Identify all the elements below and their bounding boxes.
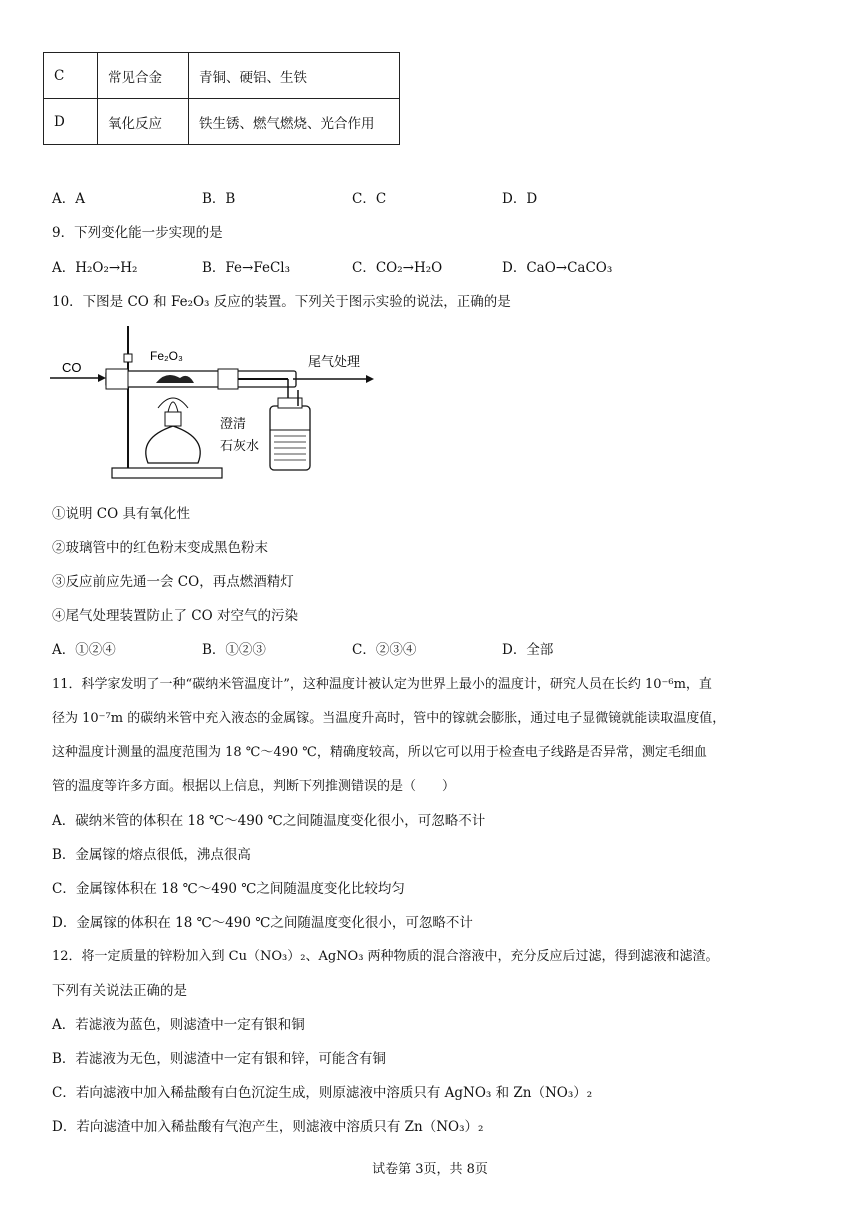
- q9-option-c[interactable]: [352, 256, 442, 276]
- q10-option-c[interactable]: C．②③④: [352, 642, 417, 658]
- q10-statement-2: ②玻璃管中的红色粉末变成黑色粉末: [52, 540, 268, 556]
- row-label: C: [44, 53, 98, 99]
- row-examples: 青铜、硬铝、生铁: [189, 53, 400, 99]
- page-footer: 试卷第 3页，共 8页: [372, 1162, 488, 1177]
- q9-option-a[interactable]: [52, 256, 137, 276]
- option-formula: Fe→FeCl₃: [225, 260, 291, 276]
- q11-stem-line-1: 11．科学家发明了一种“碳纳米管温度计”，这种温度计被认定为世界上最小的温度计，研究人员在长约 10⁻⁶m，直: [52, 677, 712, 692]
- q8-option-d[interactable]: D．D: [502, 191, 538, 207]
- q11-stem-line-3: 这种温度计测量的温度范围为 18 ℃～490 ℃，精确度较高，所以它可以用于检查电子线路是否异常，测定毛细血: [52, 745, 707, 760]
- option-letter: A．: [52, 260, 76, 276]
- q11-stem-line-4: 管的温度等许多方面。根据以上信息，判断下列推测错误的是（ ）: [52, 779, 456, 794]
- q12-option-d[interactable]: D．若向滤渣中加入稀盐酸有气泡产生，则滤液中溶质只有 Zn（NO₃）₂: [52, 1119, 484, 1135]
- limewater-label-2: 石灰水: [220, 439, 260, 454]
- q8-option-b[interactable]: B．B: [202, 191, 236, 207]
- q10-option-d[interactable]: D．全部: [502, 642, 554, 658]
- q10-statement-4: ④尾气处理装置防止了 CO 对空气的污染: [52, 608, 298, 624]
- option-formula: H₂O₂→H₂: [75, 260, 138, 276]
- classification-table: [43, 52, 400, 145]
- co-fe2o3-apparatus-diagram: [48, 318, 388, 483]
- q12-stem-line-2: 下列有关说法正确的是: [52, 983, 187, 999]
- q12-stem-line-1: 12．将一定质量的锌粉加入到 Cu（NO₃）₂、AgNO₃ 两种物质的混合溶液中，充分反应后过滤，得到滤液和滤渣。: [52, 949, 719, 964]
- q10-option-a[interactable]: A．①②④: [52, 642, 116, 658]
- row-category: 常见合金: [98, 53, 189, 99]
- q11-option-b[interactable]: B．金属镓的熔点很低，沸点很高: [52, 847, 251, 863]
- row-label: D: [44, 99, 98, 145]
- q9-option-d[interactable]: [502, 256, 612, 276]
- q10-option-b[interactable]: B．①②③: [202, 642, 266, 658]
- option-letter: C．: [352, 260, 376, 276]
- q12-option-a[interactable]: A．若滤液为蓝色，则滤渣中一定有银和铜: [52, 1017, 305, 1033]
- option-formula: CaO→CaCO₃: [526, 260, 613, 276]
- row-examples: 铁生锈、燃气燃烧、光合作用: [189, 99, 400, 145]
- q12-option-b[interactable]: B．若滤液为无色，则滤渣中一定有银和锌，可能含有铜: [52, 1051, 386, 1067]
- q12-option-c[interactable]: C．若向滤液中加入稀盐酸有白色沉淀生成，则原滤液中溶质只有 AgNO₃ 和 Zn（NO₃）₂: [52, 1085, 593, 1101]
- q10-stem: 10．下图是 CO 和 Fe₂O₃ 反应的装置。下列关于图示实验的说法，正确的是: [52, 294, 511, 310]
- row-category: 氧化反应: [98, 99, 189, 145]
- q10-statement-3: ③反应前应先通一会 CO，再点燃酒精灯: [52, 574, 294, 590]
- option-letter: D．: [502, 260, 527, 276]
- table-row: [44, 99, 400, 145]
- co-label: CO: [62, 360, 82, 375]
- limewater-label-1: 澄清: [220, 417, 247, 432]
- fe2o3-label: Fe₂O₃: [150, 349, 183, 363]
- table-row: [44, 53, 400, 99]
- option-letter: B．: [202, 260, 226, 276]
- q11-option-a[interactable]: A．碳纳米管的体积在 18 ℃～490 ℃之间随温度变化很小，可忽略不计: [52, 813, 486, 829]
- q10-statement-1: ①说明 CO 具有氧化性: [52, 506, 190, 522]
- q9-stem: 9．下列变化能一步实现的是: [52, 225, 223, 241]
- q11-option-d[interactable]: D．金属镓的体积在 18 ℃～490 ℃之间随温度变化很小，可忽略不计: [52, 915, 473, 931]
- tail-gas-label: 尾气处理: [308, 355, 361, 370]
- q8-option-a[interactable]: A．A: [52, 191, 85, 207]
- q11-option-c[interactable]: C．金属镓体积在 18 ℃～490 ℃之间随温度变化比较均匀: [52, 881, 405, 897]
- option-formula: CO₂→H₂O: [375, 260, 443, 276]
- q11-stem-line-2: 径为 10⁻⁷m 的碳纳米管中充入液态的金属镓。当温度升高时，管中的镓就会膨胀，通过电子显微镜就能读取温度值，: [52, 711, 726, 726]
- q8-option-c[interactable]: C．C: [352, 191, 387, 207]
- q9-option-b[interactable]: [202, 256, 290, 276]
